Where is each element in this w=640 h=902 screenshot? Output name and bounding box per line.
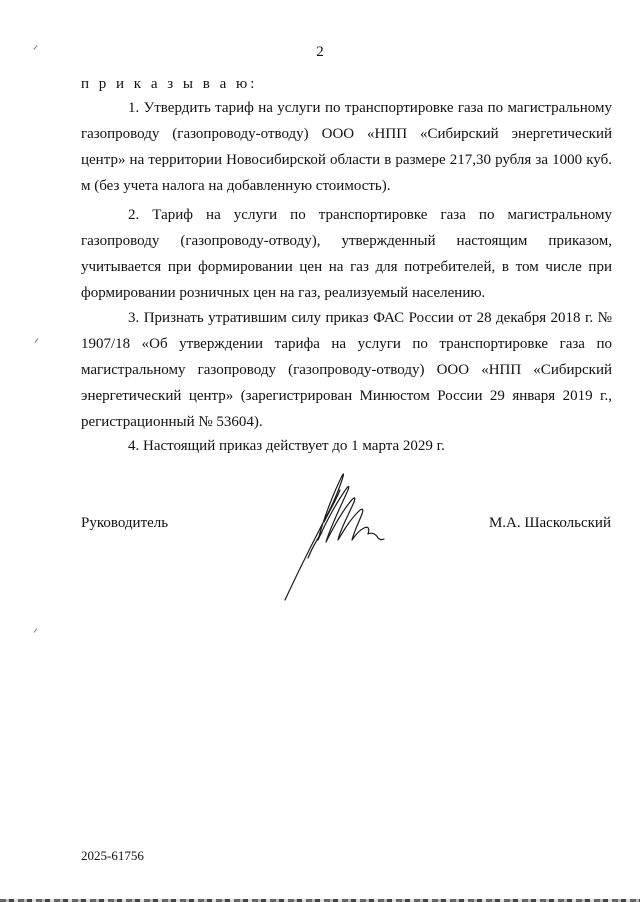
- order-item-3: 3. Признать утратившим силу приказ ФАС России от 28 декабря 2018 г. № 1907/18 «Об утверждении тарифа на услуги по транспортировке газа по магистральному газопроводу (газопроводу-отводу) ООО «НПП «Сибирский энергетический центр» (зарегистрирован Минюстом России 29 января 2019 г., регистрационный № 53604).: [81, 310, 612, 430]
- scan-speck: [34, 628, 38, 632]
- page-number: 2: [316, 44, 324, 60]
- signer-name: М.А. Шаскольский: [488, 515, 611, 531]
- order-item-4: 4. Настоящий приказ действует до 1 марта 2029 г.: [128, 438, 445, 454]
- document-number: 2025-61756: [81, 848, 144, 863]
- scan-speck: [35, 338, 39, 342]
- order-item-2: 2. Тариф на услуги по транспортировке газа по магистральному газопроводу (газопроводу-отводу), утвержденный настоящим приказом, учитывается при формировании цен на газ для потребителей, в том числе при формировании розничных цен на газ, реализуемый населению.: [81, 207, 612, 301]
- handwritten-signature: [278, 462, 388, 607]
- order-lead-word: п р и к а з ы в а ю:: [81, 76, 258, 92]
- signer-title: Руководитель: [81, 515, 169, 531]
- order-item-1: 1. Утвердить тариф на услуги по транспортировке газа по магистральному газопроводу (газопроводу-отводу) ООО «НПП «Сибирский энергетический центр» на территории Новосибирской области в размере 217,30 рубля за 1000 куб. м (без учета налога на добавленную стоимость).: [81, 100, 612, 194]
